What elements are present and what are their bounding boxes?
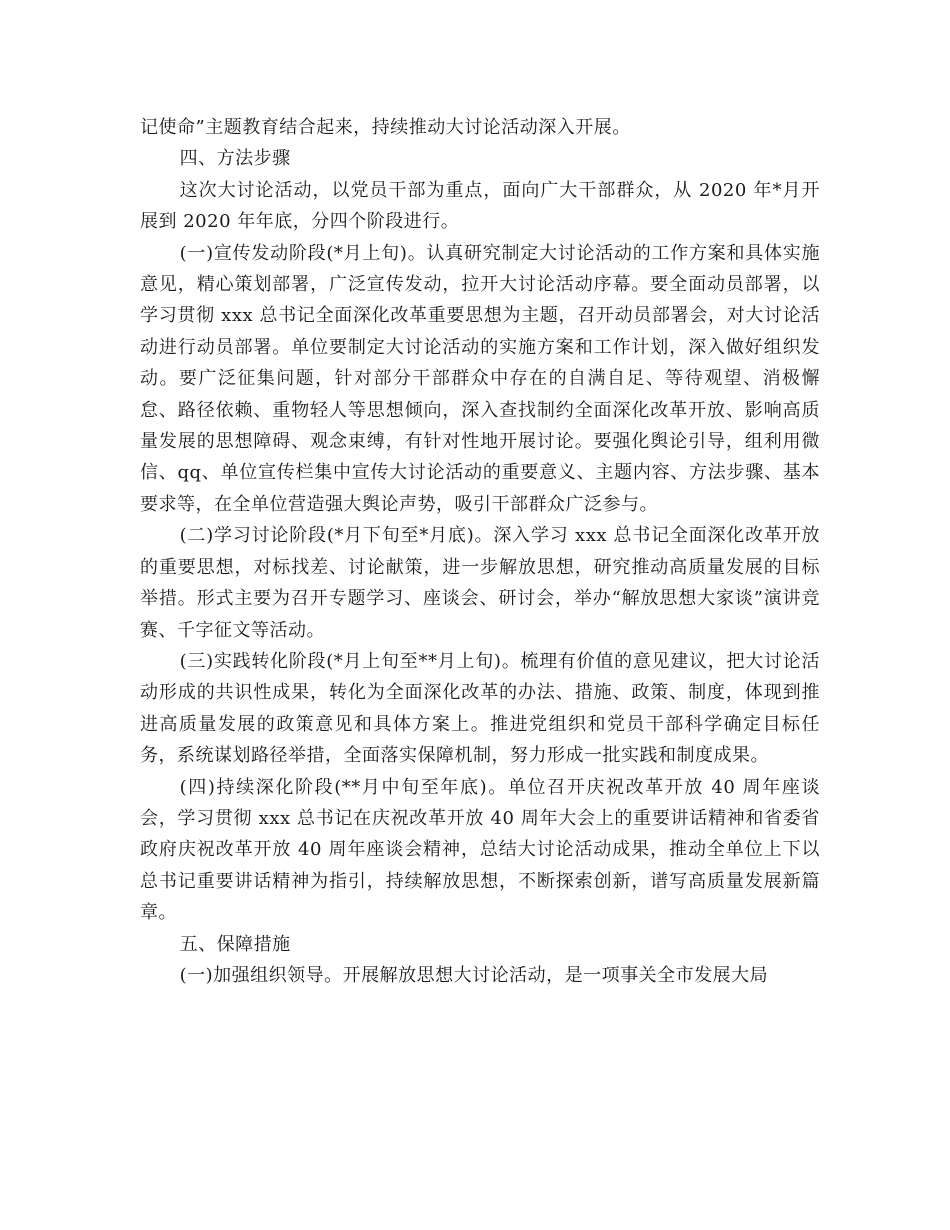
paragraph-organization: (一)加强组织领导。开展解放思想大讨论活动，是一项事关全市发展大局 — [179, 964, 769, 986]
paragraph-stage-four: (四)持续深化阶段(**月中旬至年底)。单位召开庆祝改革开放 40 周年座谈会，学习贯彻 xxx 总书记在庆祝改革开放 40 周年大会上的重要讲话精神和省委省政府庆祝改革开放 40 周年座谈会精神，总结大讨论活动成果，推动全单位上下以总书记重要讲话精神为指引，持续解放思想，不断探索创新，谱写高质量发展新篇章。 — [140, 776, 820, 924]
section-heading-methods: 四、方法步骤 — [179, 148, 291, 170]
section-heading-safeguards: 五、保障措施 — [179, 933, 291, 955]
document-body — [140, 112, 820, 991]
paragraph-stage-three: (三)实践转化阶段(*月上旬至**月上旬)。梳理有价值的意见建议，把大讨论活动形成的共识性成果，转化为全面深化改革的办法、措施、政策、制度，体现到推进高质量发展的政策意见和具体方案上。推进党组织和党员干部科学确定目标任务，系统谋划路径举措，全面落实保障机制，努力形成一批实践和制度成果。 — [140, 650, 820, 767]
paragraph-stage-one: (一)宣传发动阶段(*月上旬)。认真研究制定大讨论活动的工作方案和具体实施意见，精心策划部署，广泛宣传发动，拉开大讨论活动序幕。要全面动员部署，以学习贯彻 xxx 总书记全面深化改革重要思想为主题，召开动员部署会，对大讨论活动进行动员部署。单位要制定大讨论活动的实施方案和工作计划，深入做好组织发动。要广泛征集问题，针对部分干部群众中存在的自满自足、等待观望、消极懈怠、路径依赖、重物轻人等思想倾向，深入查找制约全面深化改革开放、影响高质量发展的思想障碍、观念束缚，有针对性地开展讨论。要强化舆论引导，组利用微信、qq、单位宣传栏集中宣传大讨论活动的重要意义、主题内容、方法步骤、基本要求等，在全单位营造强大舆论声势，吸引干部群众广泛参与。 — [140, 242, 820, 515]
paragraph-continuation: 记使命”主题教育结合起来，持续推动大讨论活动深入开展。 — [140, 117, 631, 138]
paragraph-stage-two: (二)学习讨论阶段(*月下旬至*月底)。深入学习 xxx 总书记全面深化改革开放的重要思想，对标找差、讨论献策，进一步解放思想，研究推动高质量发展的目标举措。形式主要为召开专题学习、座谈会、研讨会，举办“解放思想大家谈”演讲竞赛、千字征文等活动。 — [140, 525, 820, 641]
paragraph-overview: 这次大讨论活动，以党员干部为重点，面向广大干部群众，从 2020 年*月开展到 2020 年年底，分四个阶段进行。 — [140, 179, 820, 233]
